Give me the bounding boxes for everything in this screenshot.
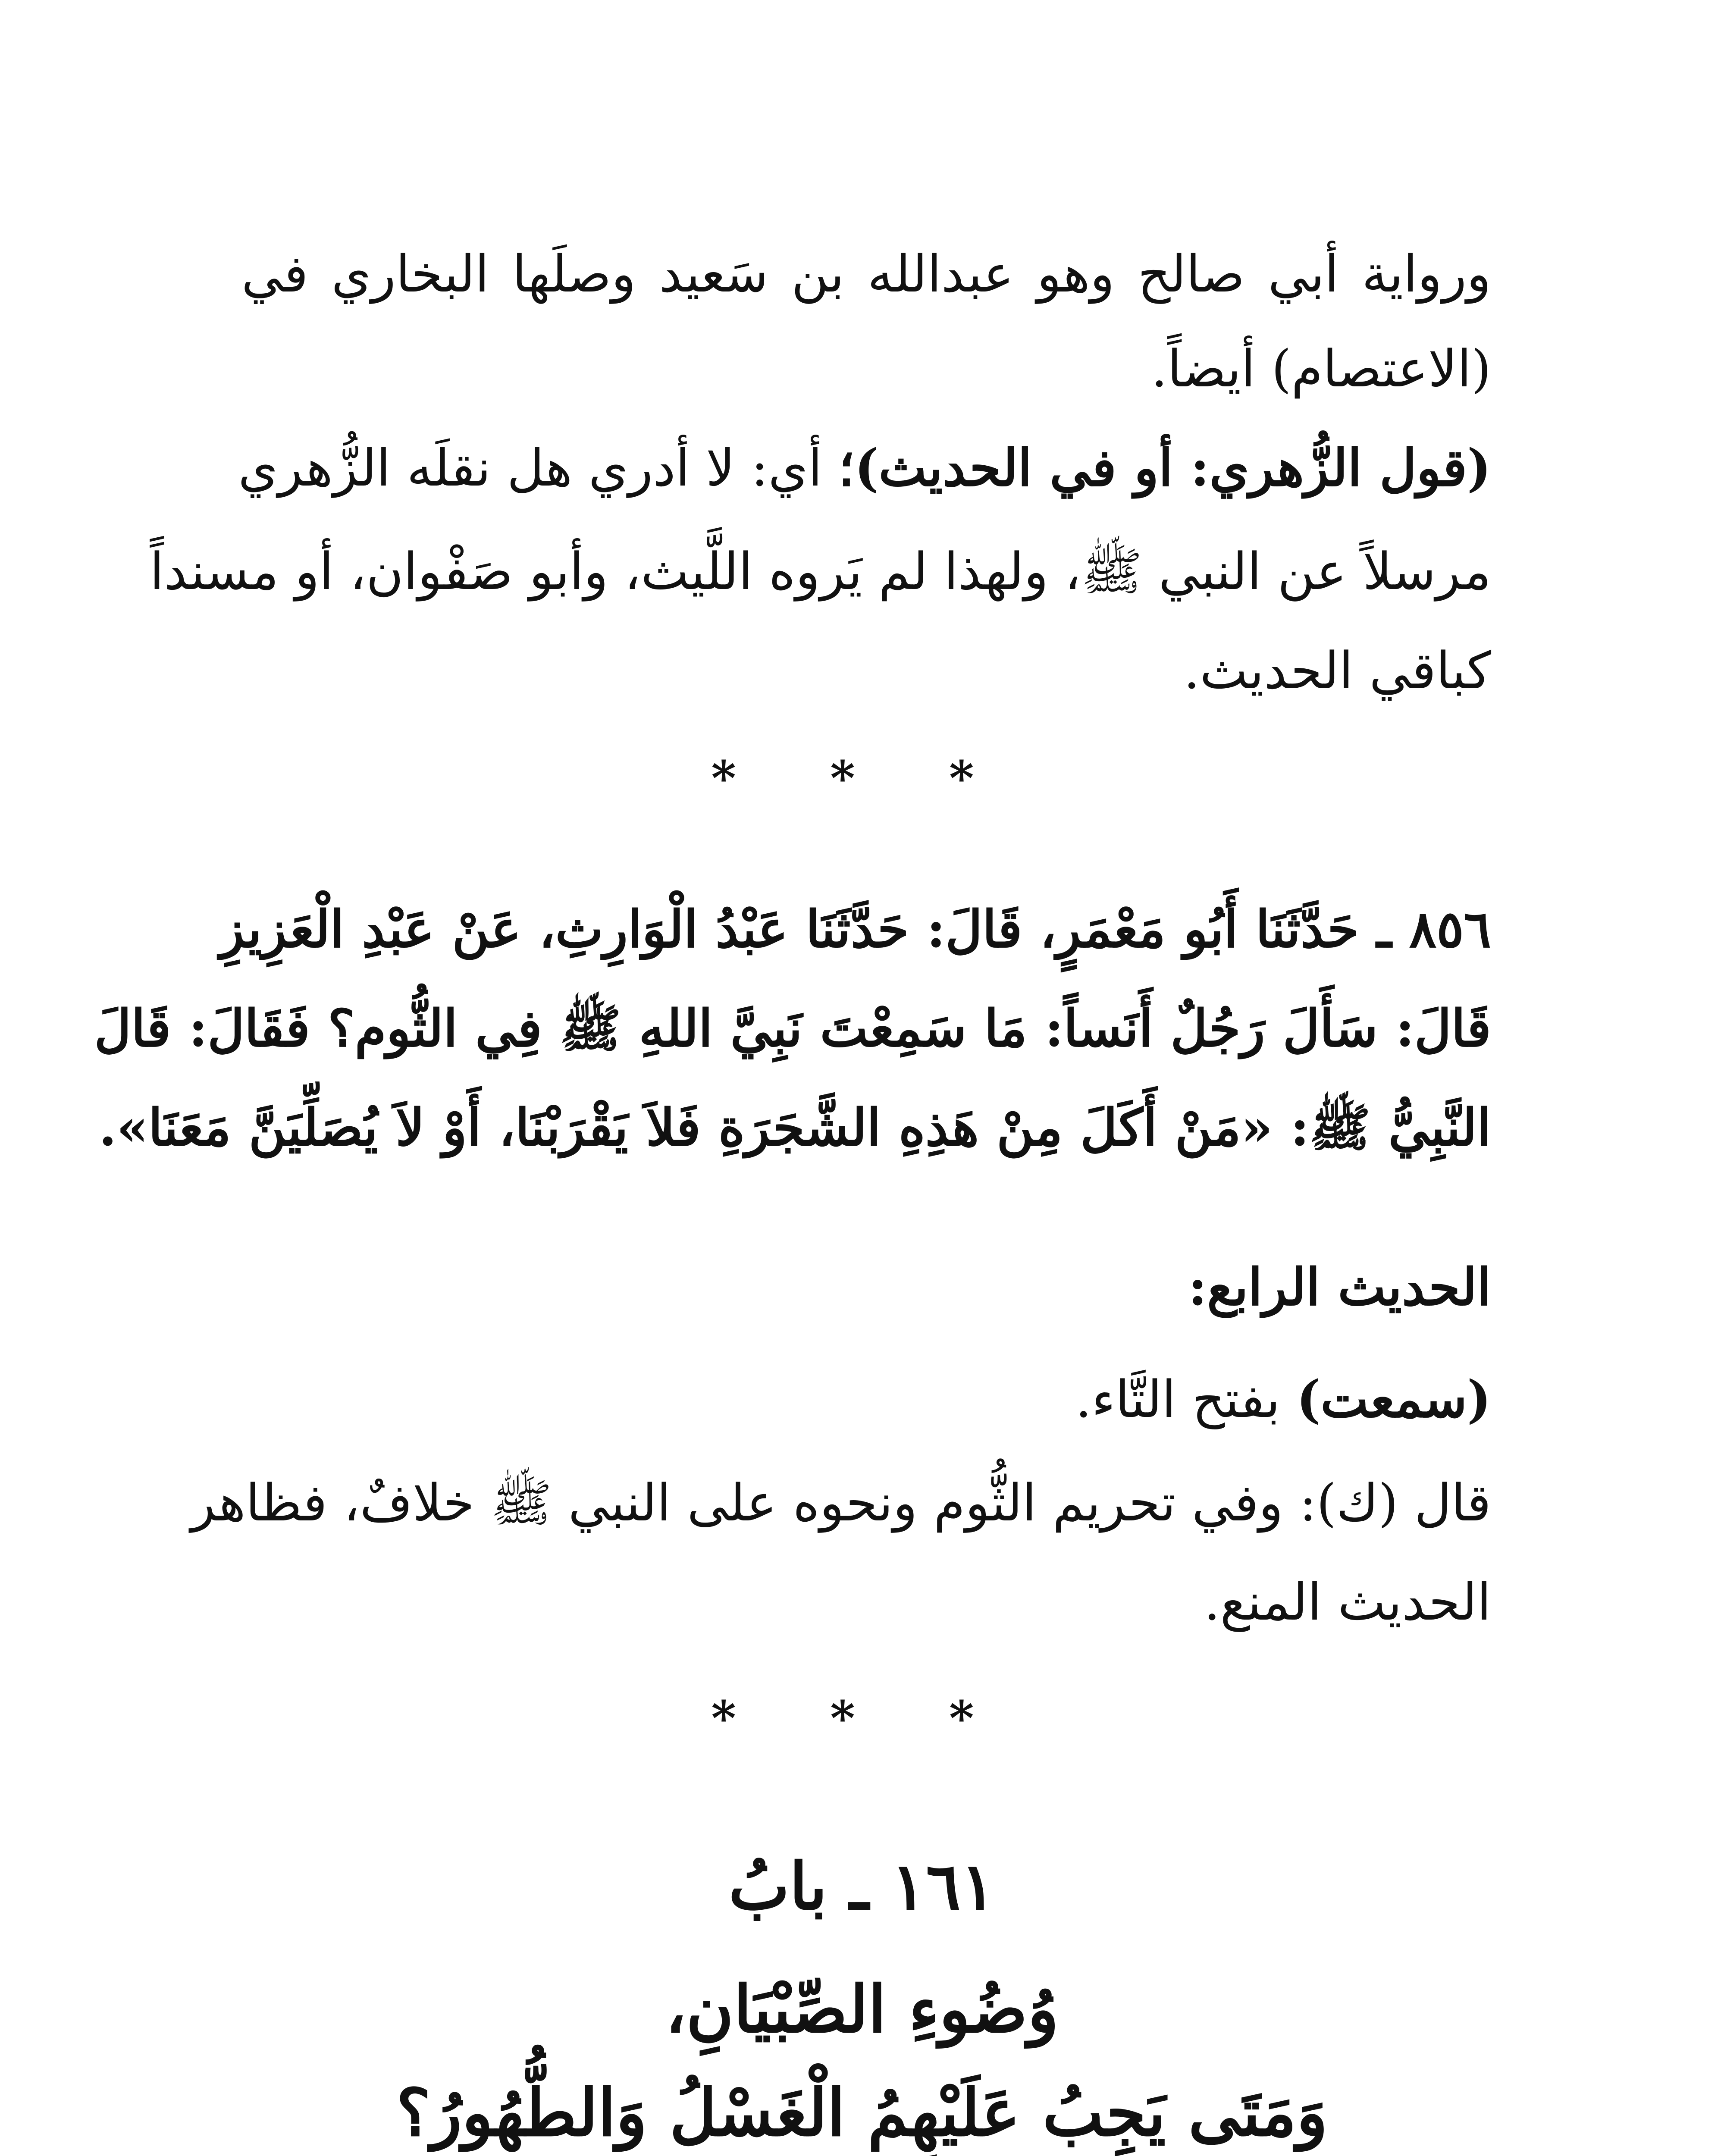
commentary-heading: الحديث الرابع: [1188,1257,1491,1317]
commentary-line2: قال (ك): وفي تحريم الثُّوم ونحوه على النبي ﷺ خلافٌ، فظاهر [191,1473,1491,1532]
hadith-856-line3: النَّبِيُّ ﷺ: «مَنْ أَكَلَ مِنْ هَذِهِ الشَّجَرَةِ فَلاَ يَقْرَبْنَا، أَوْ لاَ يُصَلِّيَنَّ مَعَنَا». [99,1097,1491,1157]
hadith-856-line1: ٨٥٦ ـ حَدَّثَنَا أَبُو مَعْمَرٍ، قَالَ: حَدَّثَنَا عَبْدُ الْوَارِثِ، عَنْ عَبْدِ الْعَزِيزِ [219,899,1491,959]
commentary-line1-rest: بفتح التَّاء. [1075,1369,1280,1429]
commentary-line1-lead: (سمعت) [1296,1369,1491,1429]
paragraph2-lead: (قول الزُّهري: أو في الحديث)؛ [838,438,1491,498]
paragraph2-line1-rest: أي: لا أدري هل نقلَه الزُّهري [238,438,822,498]
chapter-number: ١٦١ ـ بابُ [728,1849,996,1924]
separator-stars: * * * [711,750,1013,806]
chapter-title-line1: وُضُوءِ الصِّبْيَانِ، [665,1971,1059,2047]
commentary-line1 [241,1367,1491,1432]
commentary-line3: الحديث المنع. [1204,1572,1491,1632]
paragraph1-line2: (الاعتصام) أيضاً. [1151,339,1491,398]
separator-stars: * * * [711,1690,1013,1746]
paragraph2-line1 [238,436,1491,500]
paragraph1-line1: ورواية أبي صالح وهو عبدالله بن سَعيد وصلَها البخاري في [241,244,1491,304]
chapter-title-line2: وَمَتَى يَجِبُ عَلَيْهِمُ الْغَسْلُ وَالطُّهُورُ؟ [396,2075,1328,2151]
hadith-856-line2: قَالَ: سَأَلَ رَجُلٌ أَنَساً: مَا سَمِعْتَ نَبِيَّ اللهِ ﷺ فِي الثُّوم؟ فَقَالَ: قَالَ [94,998,1491,1058]
paragraph2-line3: كباقي الحديث. [1183,641,1491,700]
paragraph2-line2: مرسلاً عن النبي ﷺ، ولهذا لم يَروه اللَّيث، وأبو صَفْوان، أو مسنداً [150,542,1491,601]
